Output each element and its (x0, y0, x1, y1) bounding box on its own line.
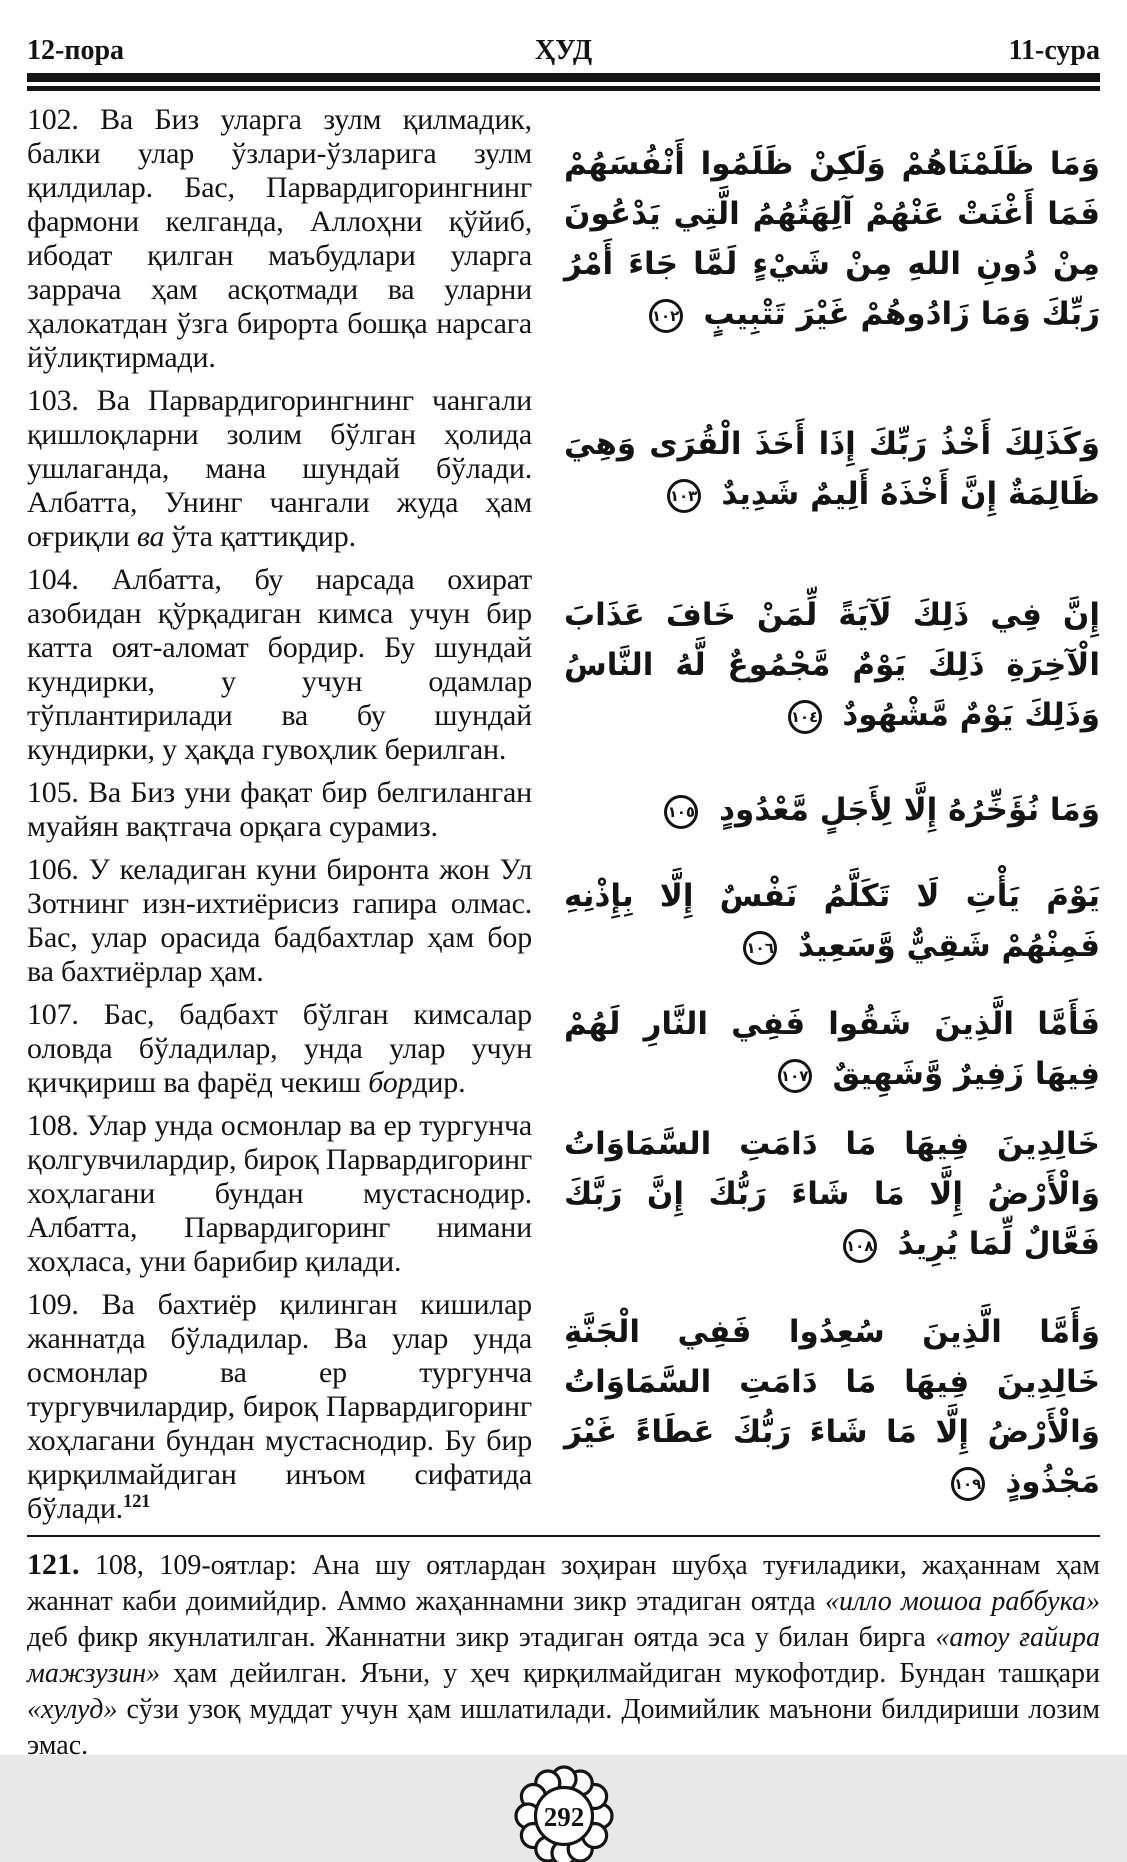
verse-row (27, 853, 1100, 989)
text-segment: «хулуд» (27, 1694, 118, 1725)
header-sura-title: ҲУД (534, 35, 593, 66)
verse-number: 103. (27, 384, 97, 417)
verse-row (27, 1288, 1100, 1526)
arabic-text: وَكَذَلِكَ أَخْذُ رَبِّكَ إِذَا أَخَذَ الْقُرَى وَهِيَ ظَالِمَةٌ إِنَّ أَخْذَهُ أَلِيمٌ شَدِيدٌ (564, 426, 1100, 512)
verse-arabic (564, 999, 1100, 1099)
verse-arabic (564, 785, 1100, 835)
verse-arabic (564, 1119, 1100, 1269)
footnote-ref: 121 (122, 1491, 151, 1512)
verse-number: 109. (27, 1288, 102, 1321)
verse-translation (27, 384, 532, 554)
arabic-text: وَأَمَّا الَّذِينَ سُعِدُوا فَفِي الْجَنَّةِ خَالِدِينَ فِيهَا مَا دَامَتِ السَّمَاوَاتُ وَالْأَرْضُ إِلَّا مَا شَاءَ رَبُّكَ عَطَاءً غَيْرَ مَجْذُوذٍ (564, 1314, 1100, 1500)
verse-number: 105. (27, 776, 89, 809)
header-rule-thin (27, 86, 1100, 91)
verse-row (27, 776, 1100, 844)
verse-end-marker: ١٠٤ (788, 700, 822, 734)
verse-number: 104. (27, 563, 112, 596)
text-segment: 108, 109-оятлар: Ана шу оятлардан зоҳиран шубҳа туғиладики, жаҳаннам ҳам жаннат каби доимийдир. Аммо жаҳаннамни зикр этадиган оятда (27, 1550, 1100, 1617)
verse-end-marker: ١٠٧ (778, 1059, 812, 1093)
page-header (27, 36, 1100, 91)
text-segment: Ва бахтиёр қилинган кишилар жаннатда бўладилар. Ва улар унда осмонлар ва ер тургунча тургувчилардир, бироқ Парвардигоринг хоҳлагани бундан мустаснодир. Бу бир қирқилмайдиган инъом сифатида бўлади. (27, 1288, 532, 1525)
verses-container (27, 103, 1100, 1526)
text-segment: Ва Биз уларга зулм қилмадик, балки улар ўзлари-ўзларига зулм қилдилар. Бас, Парвардигорингнинг фармони келганда, Аллоҳни қўйиб, ибодат қилган маъбудлари уларга заррача ҳам асқотмади ва уларни ҳалокатдан ўзга бирорта бошқа нарсага йўлиқтирмади. (27, 103, 532, 374)
text-segment: сўзи узоқ муддат учун ҳам ишлатилади. Доимийлик маънони билдириши лозим эмас. (27, 1694, 1100, 1761)
text-segment: деб фикр якунлатилган. Жаннатни зикр этадиган оятда эса у билан бирга (27, 1622, 936, 1653)
verse-arabic (564, 139, 1100, 339)
header-part-label: 12-пора (27, 35, 125, 66)
text-segment: Улар унда осмонлар ва ер тургунча қолгувчилардир, бироқ Парвардигоринг хоҳлагани бундан мустаснодир. Албатта, Парвардигоринг нимани хоҳласа, уни барибир қилади. (27, 1109, 532, 1278)
text-segment: 121. (27, 1548, 80, 1581)
arabic-text: وَمَا ظَلَمْنَاهُمْ وَلَكِنْ ظَلَمُوا أَنْفُسَهُمْ فَمَا أَغْنَتْ عَنْهُمْ آلِهَتُهُمُ الَّتِي يَدْعُونَ مِنْ دُونِ اللهِ مِنْ شَيْءٍ لَمَّا جَاءَ أَمْرُ رَبِّكَ وَمَا زَادُوهُمْ غَيْرَ تَتْبِيبٍ (564, 146, 1100, 332)
verse-translation (27, 563, 532, 767)
arabic-text: يَوْمَ يَأْتِ لَا تَكَلَّمُ نَفْسٌ إِلَّا بِإِذْنِهِ فَمِنْهُمْ شَقِيٌّ وَّسَعِيدٌ (564, 878, 1100, 964)
verse-number: 106. (27, 853, 89, 886)
verse-end-marker: ١٠٥ (664, 795, 698, 829)
text-segment: «атоу ғайира мажзузин» (27, 1622, 1100, 1689)
verse-end-marker: ١٠٨ (843, 1229, 877, 1263)
footnote-separator (27, 1535, 1100, 1537)
verse-arabic (564, 590, 1100, 740)
verse-arabic (564, 419, 1100, 519)
verse-end-marker: ١٠٦ (743, 931, 777, 965)
verse-number: 107. (27, 998, 104, 1031)
verse-end-marker: ١٠٢ (649, 299, 683, 333)
verse-arabic (564, 871, 1100, 971)
text-segment: дир. (412, 1066, 466, 1099)
verse-translation (27, 853, 532, 989)
verse-row (27, 998, 1100, 1100)
verse-number: 102. (27, 103, 101, 136)
verse-translation (27, 1109, 532, 1279)
verse-row (27, 103, 1100, 375)
page-number-ornament (499, 1770, 629, 1862)
arabic-text: خَالِدِينَ فِيهَا مَا دَامَتِ السَّمَاوَاتُ وَالْأَرْضُ إِلَّا مَا شَاءَ رَبُّكَ إِنَّ رَبَّكَ فَعَّالٌ لِّمَا يُرِيدُ (564, 1126, 1100, 1262)
text-segment: «илло мошоа раббука» (824, 1586, 1101, 1617)
page-number: 292 (543, 1802, 584, 1832)
arabic-text: وَمَا نُؤَخِّرُهُ إِلَّا لِأَجَلٍ مَّعْدُودٍ (708, 792, 1100, 828)
header-sura-number: 11-сура (1008, 35, 1100, 66)
text-segment: Бас, бадбахт бўлган кимсалар оловда бўладилар, унда улар учун қичқириш ва фарёд чекиш (27, 998, 532, 1099)
arabic-text: فَأَمَّا الَّذِينَ شَقُوا فَفِي النَّارِ لَهُمْ فِيهَا زَفِيرٌ وَّشَهِيقٌ (564, 1006, 1100, 1092)
header-rule-thick (27, 73, 1100, 82)
footnote (27, 1547, 1100, 1764)
text-segment: ўта қаттиқдир. (164, 520, 356, 553)
arabic-text: إِنَّ فِي ذَلِكَ لَآيَةً لِّمَنْ خَافَ عَذَابَ الْآخِرَةِ ذَلِكَ يَوْمٌ مَّجْمُوعٌ لَّهُ النَّاسُ وَذَلِكَ يَوْمٌ مَّشْهُودٌ (564, 597, 1100, 733)
text-segment: Албатта, бу нарсада охират азобидан қўрқадиган кимса учун бир катта оят-аломат бордир. Бу шундай кундирки, у учун одамлар тўплантирилади ва бу шундай кундирки, у ҳақда гувоҳлик берилган. (27, 563, 532, 766)
text-segment: Ва Парвардигорингнинг чангали қишлоқларни золим бўлган ҳолида ушлаганда, мана шундай бўлади. Албатта, Унинг чангали жуда ҳам оғриқли (27, 384, 532, 553)
verse-translation (27, 1288, 532, 1526)
text-segment: ҳам дейилган. Яъни, у ҳеч қирқилмайдиган мукофотдир. Бундан ташқари (160, 1658, 1100, 1689)
verse-translation (27, 103, 532, 375)
verse-end-marker: ١٠٣ (667, 479, 701, 513)
verse-arabic (564, 1307, 1100, 1507)
verse-translation (27, 776, 532, 844)
text-segment: Ва Биз уни фақат бир белгиланган муайян вақтгача орқага сурамиз. (27, 776, 532, 843)
text-segment: У келадиган куни биронта жон Ул Зотнинг изн-ихтиёрисиз гапира олмас. Бас, улар орасида бадбахтлар ҳам бор ва бахтиёрлар ҳам. (27, 853, 532, 988)
text-segment: бор (368, 1066, 413, 1099)
verse-end-marker: ١٠٩ (951, 1467, 985, 1501)
text-segment: ва (136, 520, 165, 553)
verse-row (27, 384, 1100, 554)
verse-row (27, 1109, 1100, 1279)
verse-number: 108. (27, 1109, 87, 1142)
verse-row (27, 563, 1100, 767)
verse-translation (27, 998, 532, 1100)
